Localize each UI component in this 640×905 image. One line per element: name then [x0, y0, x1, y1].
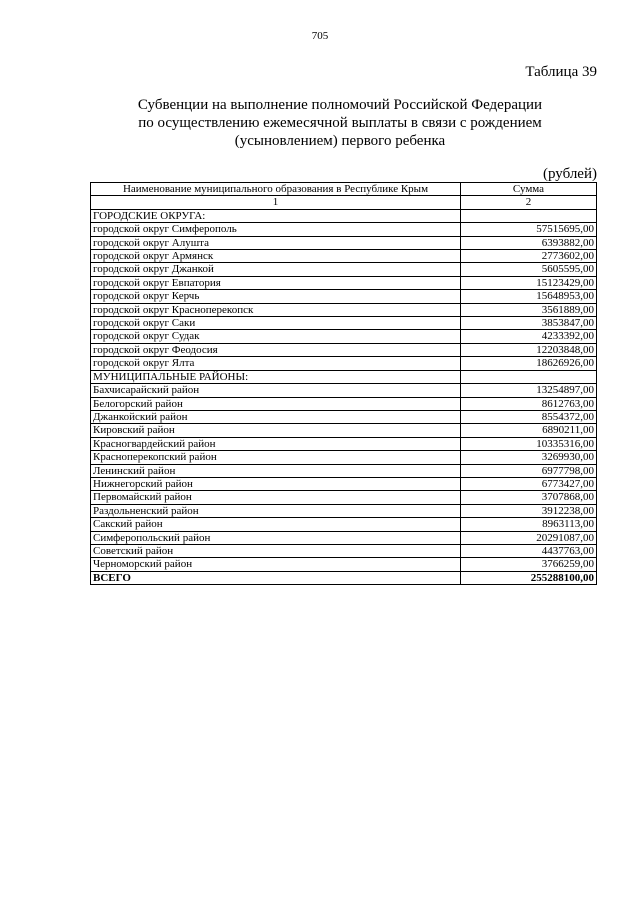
municipality-name: МУНИЦИПАЛЬНЫЕ РАЙОНЫ: [91, 370, 461, 383]
amount-value: 255288100,00 [461, 571, 597, 584]
amount-value: 6393882,00 [461, 236, 597, 249]
amount-value: 8963113,00 [461, 518, 597, 531]
municipality-name: ГОРОДСКИЕ ОКРУГА: [91, 209, 461, 222]
table-row [91, 410, 597, 423]
municipality-name: Красноперекопский район [91, 451, 461, 464]
table-row [91, 263, 597, 276]
amount-value: 12203848,00 [461, 343, 597, 356]
municipality-name: городской округ Евпатория [91, 276, 461, 289]
municipality-name: Бахчисарайский район [91, 384, 461, 397]
municipality-name: Черноморский район [91, 558, 461, 571]
municipality-name: городской округ Красноперекопск [91, 303, 461, 316]
amount-value: 20291087,00 [461, 531, 597, 544]
page-number: 705 [311, 30, 329, 42]
table-row [91, 223, 597, 236]
amount-value: 6890211,00 [461, 424, 597, 437]
municipality-name: Красногвардейский район [91, 437, 461, 450]
table-row [91, 236, 597, 249]
document-title [100, 96, 580, 150]
municipality-name: Джанкойский район [91, 410, 461, 423]
municipality-name: городской округ Керчь [91, 290, 461, 303]
amount-value [461, 370, 597, 383]
table-row [91, 504, 597, 517]
table-row [91, 544, 597, 557]
amount-value: 3853847,00 [461, 317, 597, 330]
amount-value: 3912238,00 [461, 504, 597, 517]
header-sum: Сумма [461, 183, 597, 196]
amount-value: 18626926,00 [461, 357, 597, 370]
table-header-row [91, 183, 597, 196]
table-row [91, 558, 597, 571]
header-number-1: 1 [91, 196, 461, 209]
title-line: Субвенции на выполнение полномочий Российской Федерации [137, 97, 543, 113]
table-row [91, 518, 597, 531]
table-row [91, 317, 597, 330]
amount-value [461, 209, 597, 222]
amount-value: 3766259,00 [461, 558, 597, 571]
section-row [91, 370, 597, 383]
amount-value: 6977798,00 [461, 464, 597, 477]
table-row [91, 290, 597, 303]
table-row [91, 330, 597, 343]
amount-value: 5605595,00 [461, 263, 597, 276]
amount-value: 2773602,00 [461, 250, 597, 263]
amount-value: 13254897,00 [461, 384, 597, 397]
municipality-name: Кировский район [91, 424, 461, 437]
header-number-2: 2 [461, 196, 597, 209]
municipality-name: городской округ Симферополь [91, 223, 461, 236]
municipality-name: Советский район [91, 544, 461, 557]
municipality-name: городской округ Судак [91, 330, 461, 343]
amount-value: 15648953,00 [461, 290, 597, 303]
table-row [91, 437, 597, 450]
title-line: по осуществлению ежемесячной выплаты в связи с рождением [138, 115, 542, 131]
table-row [91, 276, 597, 289]
total-row [91, 571, 597, 584]
amount-value: 8612763,00 [461, 397, 597, 410]
municipality-name: городской округ Алушта [91, 236, 461, 249]
amount-value: 15123429,00 [461, 276, 597, 289]
municipality-name: Ленинский район [91, 464, 461, 477]
municipality-name: Сакский район [91, 518, 461, 531]
table-label: Таблица 39 [525, 64, 597, 80]
amount-value: 10335316,00 [461, 437, 597, 450]
table-row [91, 451, 597, 464]
municipality-name: Белогорский район [91, 397, 461, 410]
table-row [91, 491, 597, 504]
amount-value: 3561889,00 [461, 303, 597, 316]
table-row [91, 303, 597, 316]
amount-value: 6773427,00 [461, 477, 597, 490]
table-row [91, 531, 597, 544]
title-line: (усыновлением) первого ребенка [234, 133, 446, 149]
section-row [91, 209, 597, 222]
municipality-name: городской округ Саки [91, 317, 461, 330]
table-row [91, 343, 597, 356]
table-row [91, 464, 597, 477]
amount-value: 4437763,00 [461, 544, 597, 557]
table-row [91, 424, 597, 437]
table-row [91, 357, 597, 370]
subsidy-table [90, 182, 597, 585]
municipality-name: Нижнегорский район [91, 477, 461, 490]
municipality-name: Первомайский район [91, 491, 461, 504]
amount-value: 8554372,00 [461, 410, 597, 423]
table-row [91, 477, 597, 490]
municipality-name: городской округ Армянск [91, 250, 461, 263]
amount-value: 57515695,00 [461, 223, 597, 236]
municipality-name: городской округ Ялта [91, 357, 461, 370]
municipality-name: городской округ Феодосия [91, 343, 461, 356]
municipality-name: Раздольненский район [91, 504, 461, 517]
municipality-name: Симферопольский район [91, 531, 461, 544]
municipality-name: ВСЕГО [91, 571, 461, 584]
table-row [91, 250, 597, 263]
table-row [91, 384, 597, 397]
municipality-name: городской округ Джанкой [91, 263, 461, 276]
header-name: Наименование муниципального образования в Республике Крым [91, 183, 461, 196]
amount-value: 4233392,00 [461, 330, 597, 343]
units-label: (рублей) [542, 166, 597, 182]
table-number-row [91, 196, 597, 209]
amount-value: 3707868,00 [461, 491, 597, 504]
table-row [91, 397, 597, 410]
amount-value: 3269930,00 [461, 451, 597, 464]
